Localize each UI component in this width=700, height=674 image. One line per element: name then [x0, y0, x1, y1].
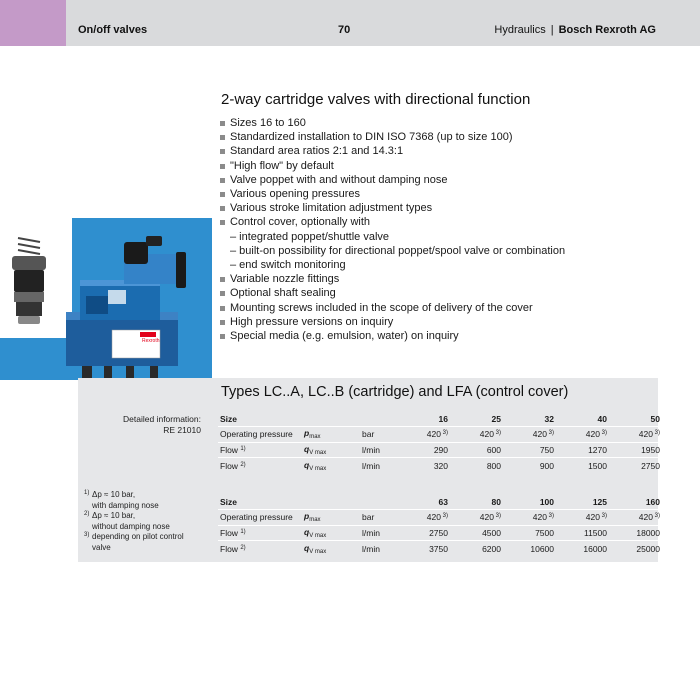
- feature-item: [220, 315, 680, 329]
- symbol-subscript: V max: [309, 449, 327, 456]
- table-row: [218, 427, 665, 443]
- row-label-footnote: 2): [240, 461, 246, 468]
- cell-footnote: 3): [652, 513, 660, 520]
- row-label: [218, 525, 304, 541]
- feature-text: – end switch monitoring: [230, 259, 346, 272]
- cell-value-text: 420: [638, 512, 653, 523]
- row-label-text: Flow: [220, 444, 238, 455]
- row-label-text: Operating pressure: [220, 512, 293, 523]
- feature-text: Standardized installation to DIN ISO 7368 (up to size 100): [230, 131, 513, 144]
- size-value: 16: [438, 413, 448, 424]
- symbol-subscript: V max: [309, 532, 327, 539]
- row-label-footnote: 1): [240, 445, 246, 452]
- feature-item: [220, 201, 680, 215]
- bullet-square-icon: [220, 135, 225, 140]
- cell-value-text: 420: [638, 429, 653, 440]
- row-symbol: [304, 541, 362, 557]
- detail-info-reference: RE 21010: [163, 425, 201, 435]
- footnote: [84, 532, 214, 553]
- row-unit: l/min: [362, 541, 400, 557]
- spec-table-large-sizes: [218, 494, 665, 556]
- page-number: 70: [338, 24, 351, 36]
- feature-item: [220, 215, 680, 229]
- feature-text: Special media (e.g. emulsion, water) on inquiry: [230, 330, 459, 343]
- brand-line: [494, 24, 656, 36]
- bullet-square-icon: [220, 121, 225, 126]
- brand-separator: |: [550, 24, 554, 36]
- product-label-text: Rexroth: [142, 338, 160, 344]
- feature-text: Various stroke limitation adjustment types: [230, 202, 433, 215]
- cell-value: [506, 427, 559, 443]
- bullet-square-icon: [220, 178, 225, 183]
- cell-value-text: 18000: [636, 527, 660, 538]
- cell-footnote: 3): [440, 430, 448, 437]
- feature-text: Variable nozzle fittings: [230, 273, 340, 286]
- brand-company: Bosch Rexroth AG: [558, 24, 656, 36]
- cell-value-text: 6200: [482, 543, 501, 554]
- row-symbol: [304, 458, 362, 474]
- cell-value-text: 600: [486, 444, 501, 455]
- cell-value: [453, 541, 506, 557]
- size-value: 125: [592, 496, 607, 507]
- cell-value-text: 25000: [636, 543, 660, 554]
- cell-value-text: 2750: [641, 460, 660, 471]
- footnote-mark: 2): [84, 511, 90, 517]
- feature-text: "High flow" by default: [230, 159, 334, 172]
- size-value: 50: [650, 413, 660, 424]
- cell-value-text: 290: [433, 444, 448, 455]
- cell-footnote: 3): [599, 513, 607, 520]
- cell-value-text: 4500: [482, 527, 501, 538]
- cell-value-text: 420: [426, 512, 441, 523]
- cell-value: [453, 427, 506, 443]
- feature-item: [220, 144, 680, 158]
- symbol-subscript: max: [309, 434, 321, 441]
- symbol-letter: q: [304, 526, 310, 537]
- cell-value: [612, 442, 665, 458]
- size-header: Size: [220, 413, 238, 424]
- feature-item: [220, 329, 680, 343]
- table-row: [218, 442, 665, 458]
- feature-item: [220, 130, 680, 144]
- row-label-footnote: 2): [240, 544, 246, 551]
- spec-table-small-sizes: [218, 411, 665, 473]
- row-unit: bar: [362, 427, 400, 443]
- table-row: [218, 541, 665, 557]
- row-symbol: [304, 442, 362, 458]
- valve-illustration: [0, 218, 212, 404]
- symbol-letter: q: [304, 443, 310, 454]
- symbol-letter: p: [304, 428, 310, 439]
- header-spacer: [362, 494, 400, 510]
- footnote-line: valve: [92, 542, 111, 552]
- cell-value-text: 1500: [588, 460, 607, 471]
- cell-value: [453, 442, 506, 458]
- header-spacer: [362, 411, 400, 427]
- footnote-mark: 3): [84, 532, 90, 538]
- cell-value: [400, 442, 453, 458]
- size-value: 80: [491, 496, 501, 507]
- cell-value-text: 2750: [429, 527, 448, 538]
- cell-value: [612, 458, 665, 474]
- cell-value-text: 16000: [583, 543, 607, 554]
- feature-text: – integrated poppet/shuttle valve: [230, 230, 390, 243]
- row-label-text: Flow: [220, 460, 238, 471]
- cell-value: [506, 442, 559, 458]
- cell-footnote: 3): [599, 430, 607, 437]
- cell-value: [453, 458, 506, 474]
- detail-info-label: Detailed information:: [123, 414, 201, 424]
- feature-subitem: [220, 244, 680, 258]
- feature-item: [220, 187, 680, 201]
- feature-text: Control cover, optionally with: [230, 216, 371, 229]
- cell-footnote: 3): [493, 430, 501, 437]
- row-label-text: Operating pressure: [220, 429, 293, 440]
- section-title: On/off valves: [78, 24, 148, 36]
- feature-text: Various opening pressures: [230, 188, 361, 201]
- size-value: 63: [438, 496, 448, 507]
- cell-value-text: 800: [486, 460, 501, 471]
- cell-value: [400, 427, 453, 443]
- cell-value-text: 420: [479, 512, 494, 523]
- table-header-row: [218, 411, 665, 427]
- row-label: [218, 427, 304, 443]
- table-header-row: [218, 494, 665, 510]
- footnotes: [84, 490, 214, 553]
- cell-value-text: 320: [433, 460, 448, 471]
- feature-text: Valve poppet with and without damping nose: [230, 173, 448, 186]
- header-spacer: [304, 494, 362, 510]
- feature-text: High pressure versions on inquiry: [230, 315, 394, 328]
- cell-value: [559, 442, 612, 458]
- feature-text: – built-on possibility for directional poppet/spool valve or combination: [230, 244, 566, 257]
- page-title: 2-way cartridge valves with directional function: [221, 91, 531, 108]
- cell-value-text: 420: [426, 429, 441, 440]
- header-spacer: [304, 411, 362, 427]
- cell-value: [559, 541, 612, 557]
- bullet-square-icon: [220, 320, 225, 325]
- feature-item: [220, 272, 680, 286]
- cell-footnote: 3): [546, 430, 554, 437]
- cell-value: [400, 525, 453, 541]
- size-value: 32: [544, 413, 554, 424]
- row-label-text: Flow: [220, 543, 238, 554]
- feature-text: Standard area ratios 2:1 and 14.3:1: [230, 145, 404, 158]
- symbol-letter: q: [304, 459, 310, 470]
- page-header: [0, 0, 700, 46]
- cell-value: [559, 427, 612, 443]
- size-value: 40: [597, 413, 607, 424]
- cell-footnote: 3): [493, 513, 501, 520]
- cell-value: [612, 510, 665, 526]
- feature-item: [220, 301, 680, 315]
- row-label: [218, 458, 304, 474]
- feature-subitem: [220, 230, 680, 244]
- row-unit: l/min: [362, 525, 400, 541]
- cell-value: [559, 525, 612, 541]
- bullet-square-icon: [220, 306, 225, 311]
- product-photo: [0, 218, 212, 404]
- cell-value: [559, 510, 612, 526]
- cell-value-text: 10600: [530, 543, 554, 554]
- cell-value-text: 420: [479, 429, 494, 440]
- cell-value: [506, 541, 559, 557]
- cell-value: [506, 510, 559, 526]
- cell-value: [506, 525, 559, 541]
- feature-list: [220, 116, 680, 343]
- brand-division: Hydraulics: [494, 24, 546, 36]
- cell-value-text: 1950: [641, 444, 660, 455]
- cell-value-text: 11500: [583, 527, 607, 538]
- cell-value-text: 750: [539, 444, 554, 455]
- bullet-square-icon: [220, 192, 225, 197]
- bullet-square-icon: [220, 206, 225, 211]
- bullet-square-icon: [220, 334, 225, 339]
- cell-value-text: 3750: [429, 543, 448, 554]
- size-value: 160: [645, 496, 660, 507]
- footnote: [84, 511, 214, 532]
- cell-value-text: 420: [585, 429, 600, 440]
- cell-footnote: 3): [546, 513, 554, 520]
- footnote-line: Δp ≈ 10 bar,: [92, 511, 136, 520]
- row-unit: l/min: [362, 442, 400, 458]
- size-value: 100: [539, 496, 554, 507]
- row-label: [218, 510, 304, 526]
- cell-value: [453, 510, 506, 526]
- cell-footnote: 3): [440, 513, 448, 520]
- feature-item: [220, 159, 680, 173]
- cell-value: [612, 541, 665, 557]
- bullet-square-icon: [220, 149, 225, 154]
- symbol-letter: p: [304, 511, 310, 522]
- types-title: Types LC..A, LC..B (cartridge) and LFA (control cover): [221, 384, 569, 400]
- cell-value: [506, 458, 559, 474]
- row-symbol: [304, 427, 362, 443]
- row-label-footnote: 1): [240, 528, 246, 535]
- cell-value-text: 420: [532, 429, 547, 440]
- row-unit: l/min: [362, 458, 400, 474]
- footnote-mark: 1): [84, 490, 90, 496]
- row-symbol: [304, 525, 362, 541]
- feature-item: [220, 286, 680, 300]
- symbol-subscript: V max: [309, 548, 327, 555]
- row-unit: bar: [362, 510, 400, 526]
- feature-subitem: [220, 258, 680, 272]
- symbol-subscript: V max: [309, 465, 327, 472]
- symbol-subscript: max: [309, 517, 321, 524]
- row-label: [218, 442, 304, 458]
- cell-value: [400, 510, 453, 526]
- footnote-line: with damping nose: [92, 500, 159, 510]
- footnote-line: Δp ≈ 10 bar,: [92, 490, 136, 499]
- feature-item: [220, 116, 680, 130]
- bullet-square-icon: [220, 164, 225, 169]
- bullet-square-icon: [220, 291, 225, 296]
- feature-text: Optional shaft sealing: [230, 287, 336, 300]
- cell-footnote: 3): [652, 430, 660, 437]
- size-value: 25: [491, 413, 501, 424]
- table-row: [218, 525, 665, 541]
- cell-value-text: 7500: [535, 527, 554, 538]
- cell-value: [559, 458, 612, 474]
- row-label: [218, 541, 304, 557]
- cell-value: [400, 458, 453, 474]
- table-row: [218, 458, 665, 474]
- cell-value: [612, 427, 665, 443]
- cell-value-text: 420: [585, 512, 600, 523]
- table-row: [218, 510, 665, 526]
- cell-value: [453, 525, 506, 541]
- feature-text: Mounting screws included in the scope of delivery of the cover: [230, 301, 533, 314]
- cell-value-text: 420: [532, 512, 547, 523]
- cell-value-text: 1270: [588, 444, 607, 455]
- bullet-square-icon: [220, 277, 225, 282]
- cell-value: [612, 525, 665, 541]
- feature-item: [220, 173, 680, 187]
- detail-info: [100, 414, 201, 436]
- section-color-tab: [0, 0, 66, 46]
- bullet-square-icon: [220, 220, 225, 225]
- feature-text: Sizes 16 to 160: [230, 117, 306, 129]
- footnote: [84, 490, 214, 511]
- symbol-letter: q: [304, 542, 310, 553]
- row-symbol: [304, 510, 362, 526]
- cell-value: [400, 541, 453, 557]
- row-label-text: Flow: [220, 527, 238, 538]
- footnote-line: depending on pilot control: [92, 532, 184, 541]
- footnote-line: without damping nose: [92, 521, 170, 531]
- size-header: Size: [220, 496, 238, 507]
- cell-value-text: 900: [539, 460, 554, 471]
